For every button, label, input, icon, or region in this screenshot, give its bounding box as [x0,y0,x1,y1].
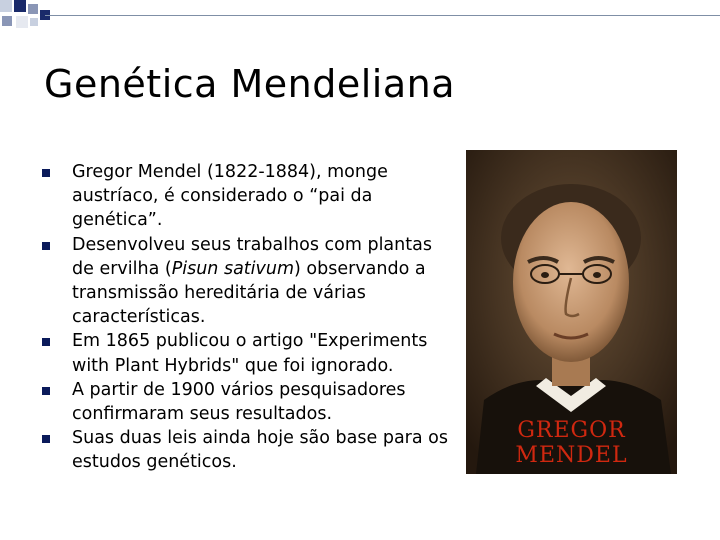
bullet-text: Desenvolveu seus trabalhos com plantas de ervilha ( [72,234,432,279]
bullet-square-icon [42,387,50,395]
bullet-square-icon [42,338,50,346]
bullet-text: Suas duas leis ainda hoje são base para os estudos genéticos. [72,428,448,473]
bullet-square-icon [42,435,50,443]
decoration-square [30,18,38,26]
bullet-item [42,329,452,377]
slide-title: Genética Mendeliana [44,62,456,106]
decoration-square [28,4,38,14]
header-rule [45,15,720,16]
bullet-text: A partir de 1900 vários pesquisadores confirmaram seus resultados. [72,379,406,425]
bullet-text: Gregor Mendel (1822-1884), monge austríaco, é considerado o “pai da genética”. [72,162,388,231]
bullet-text: ) observando a transmissão hereditária de várias características. [72,258,426,328]
decoration-square [16,16,28,28]
gregor-mendel-portrait [466,150,677,474]
portrait-caption: GREGOR MENDEL [515,418,628,468]
bullet-list [42,160,452,475]
bullet-item [42,160,452,233]
species-name: Pisun sativum [171,258,295,279]
bullet-text: Em 1865 publicou o artigo "Experiments with Plant Hybrids" que foi ignorado. [72,331,428,376]
decoration-square [0,0,12,12]
decoration-square [2,16,12,26]
bullet-item [42,233,452,330]
bullet-item [42,378,452,426]
bullet-square-icon [42,169,50,177]
decoration-square [14,0,26,12]
bullet-square-icon [42,242,50,250]
bullet-item [42,426,452,474]
